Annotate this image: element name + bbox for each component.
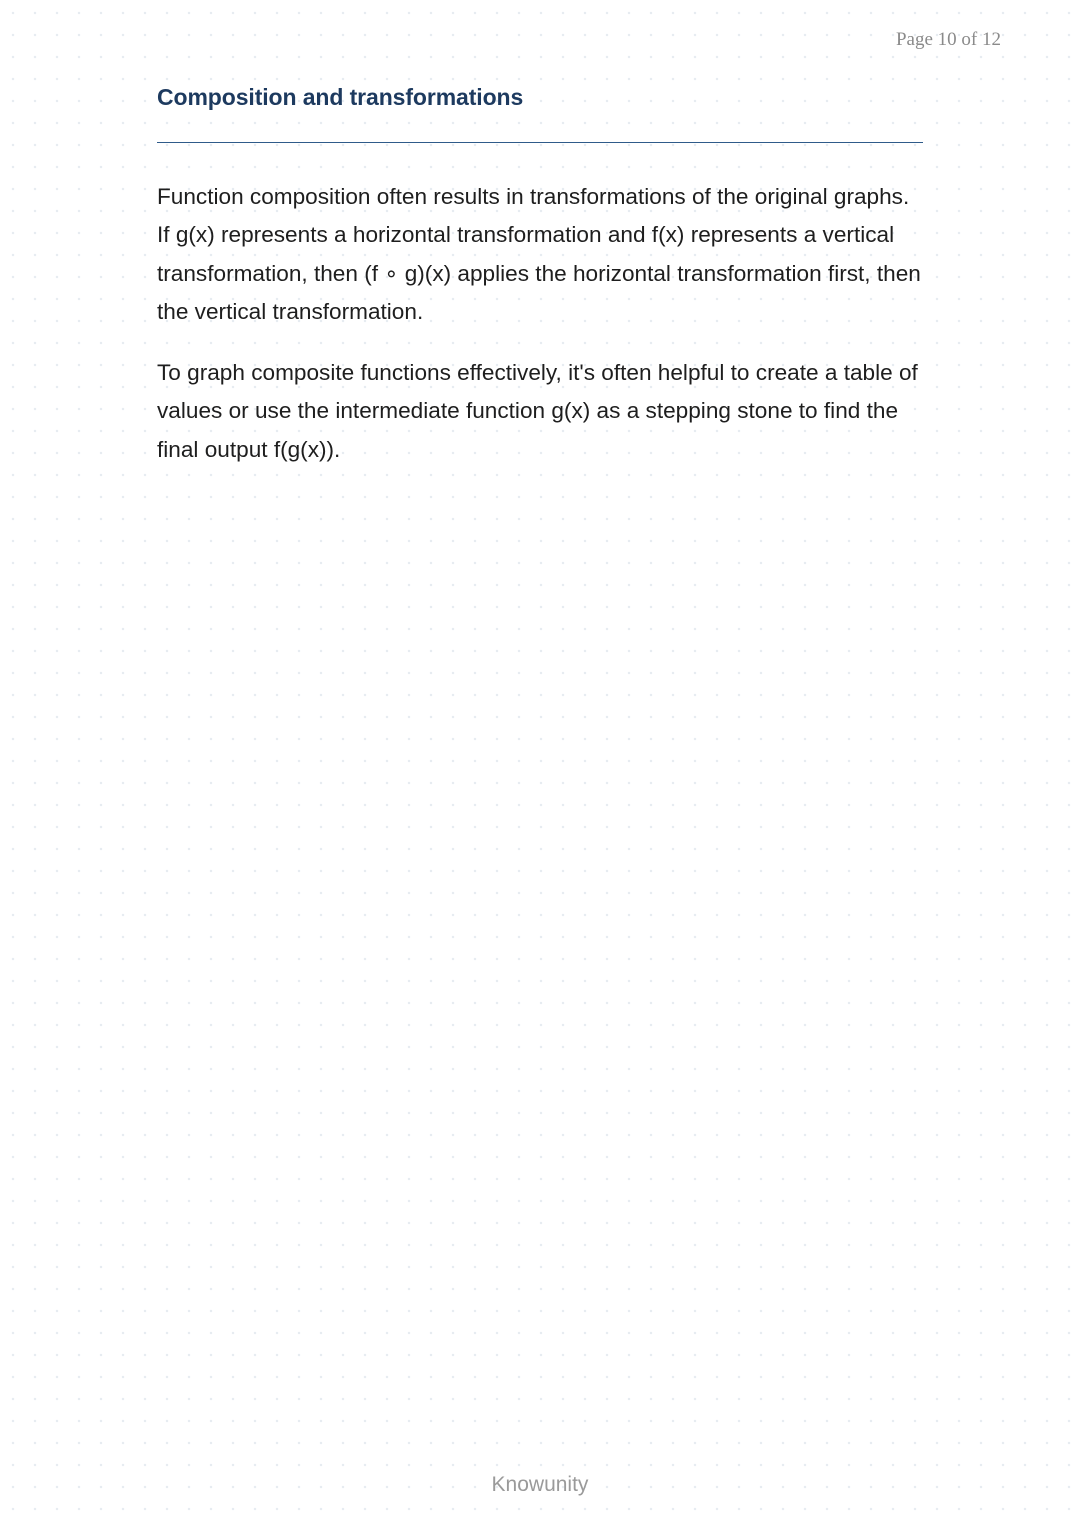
- footer-brand: Knowunity: [491, 1473, 589, 1496]
- document-content: [157, 82, 923, 469]
- page-number: Page 10 of 12: [895, 29, 1001, 50]
- body-paragraph: Function composition often results in transformations of the original graphs. If g(x) represents a horizontal transformation and f(x) represents a vertical transformation, then (f ∘ g)(x) applies the horizontal transformation first, then the vertical transformation.: [157, 184, 921, 324]
- body-paragraph: To graph composite functions effectively, it's often helpful to create a table of values or use the intermediate function g(x) as a stepping stone to find the final output f(g(x)).: [157, 360, 918, 462]
- title-divider: [157, 142, 923, 143]
- section-title: Composition and transformations: [157, 84, 524, 110]
